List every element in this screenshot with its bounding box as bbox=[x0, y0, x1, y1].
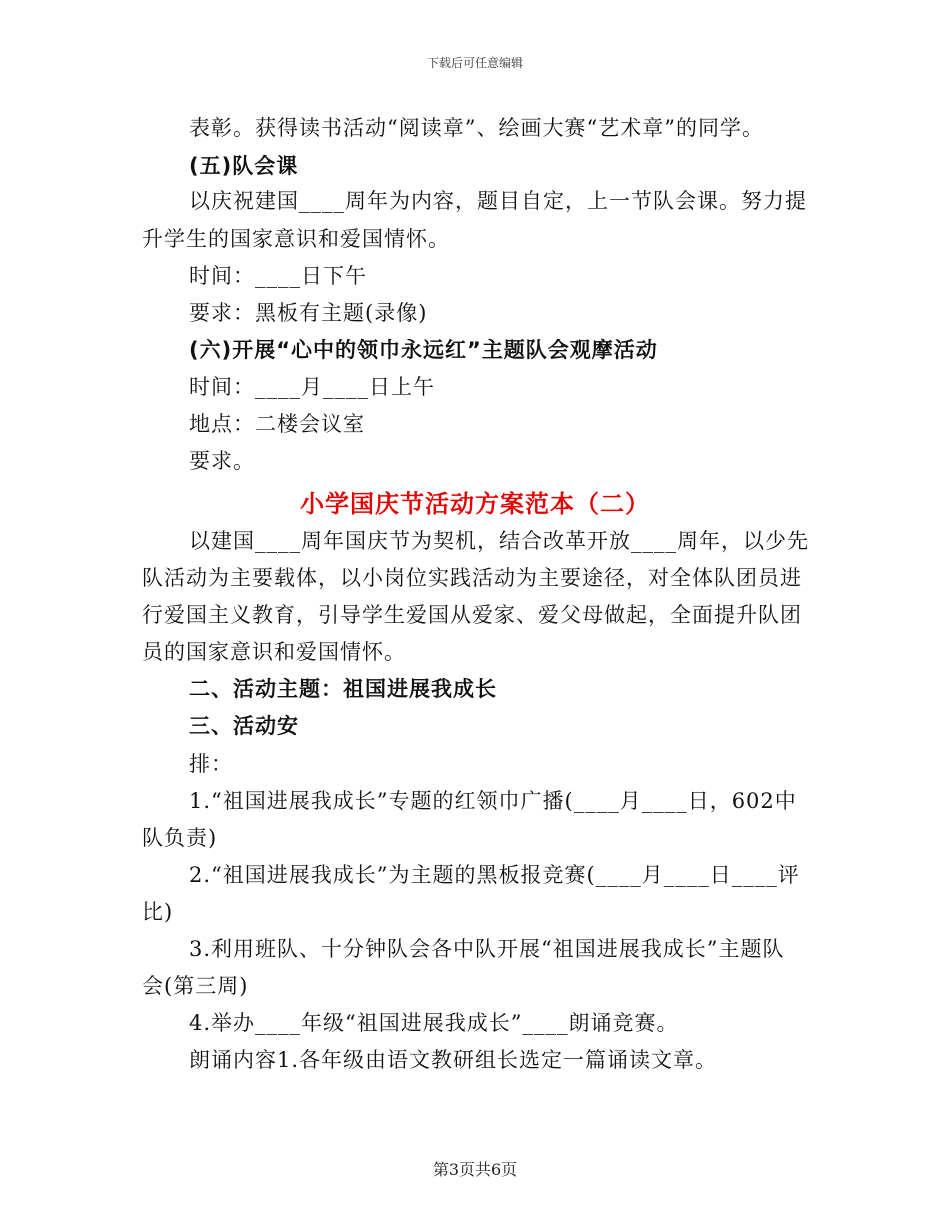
body-line: 要求。 bbox=[189, 449, 255, 473]
section-heading: (五)队会课 bbox=[189, 154, 299, 178]
section-heading: (六)开展“心中的领巾永远红”主题队会观摩活动 bbox=[189, 338, 658, 362]
list-item-continuation: 队负责) bbox=[142, 826, 218, 850]
body-line: 要求：黑板有主题(录像) bbox=[189, 301, 428, 325]
list-item: 2.“祖国进展我成长”为主题的黑板报竞赛(____月____日____评 bbox=[189, 863, 800, 887]
body-line: 以建国____周年国庆节为契机，结合改革开放____周年，以少先 bbox=[189, 529, 809, 553]
body-line: 队活动为主要载体，以小岗位实践活动为主要途径，对全体队团员进 bbox=[142, 566, 802, 590]
body-line: 升学生的国家意识和爱国情怀。 bbox=[142, 227, 450, 251]
body-line: 排： bbox=[189, 752, 233, 776]
section-title: 小学国庆节活动方案范本（二） bbox=[300, 490, 650, 518]
page-header: 下载后可任意编辑 bbox=[426, 56, 523, 70]
list-item: 3.利用班队、十分钟队会各中队开展“祖国进展我成长”主题队 bbox=[189, 937, 785, 961]
body-line: 表彰。获得读书活动“阅读章”、绘画大赛“艺术章”的同学。 bbox=[189, 116, 764, 140]
list-item-continuation: 比) bbox=[142, 900, 174, 924]
body-line: 以庆祝建国____周年为内容，题目自定，上一节队会课。努力提 bbox=[189, 189, 807, 213]
section-heading: 三、活动安 bbox=[189, 714, 299, 738]
list-item: 4.举办____年级“祖国进展我成长”____朗诵竞赛。 bbox=[189, 1011, 679, 1035]
body-line: 地点：二楼会议室 bbox=[189, 412, 365, 436]
body-line: 时间：____日下午 bbox=[189, 264, 367, 288]
section-heading: 二、活动主题：祖国进展我成长 bbox=[189, 677, 497, 701]
body-line: 时间：____月____日上午 bbox=[189, 375, 435, 399]
list-item: 1.“祖国进展我成长”专题的红领巾广播(____月____日，602中 bbox=[189, 789, 797, 813]
list-item-continuation: 会(第三周) bbox=[142, 974, 249, 998]
body-line: 员的国家意识和爱国情怀。 bbox=[142, 640, 406, 664]
page-footer: 第3页共6页 bbox=[432, 1160, 518, 1179]
body-line: 朗诵内容1.各年级由语文教研组长选定一篇诵读文章。 bbox=[189, 1048, 718, 1072]
body-line: 行爱国主义教育，引导学生爱国从爱家、爱父母做起，全面提升队团 bbox=[142, 603, 802, 627]
